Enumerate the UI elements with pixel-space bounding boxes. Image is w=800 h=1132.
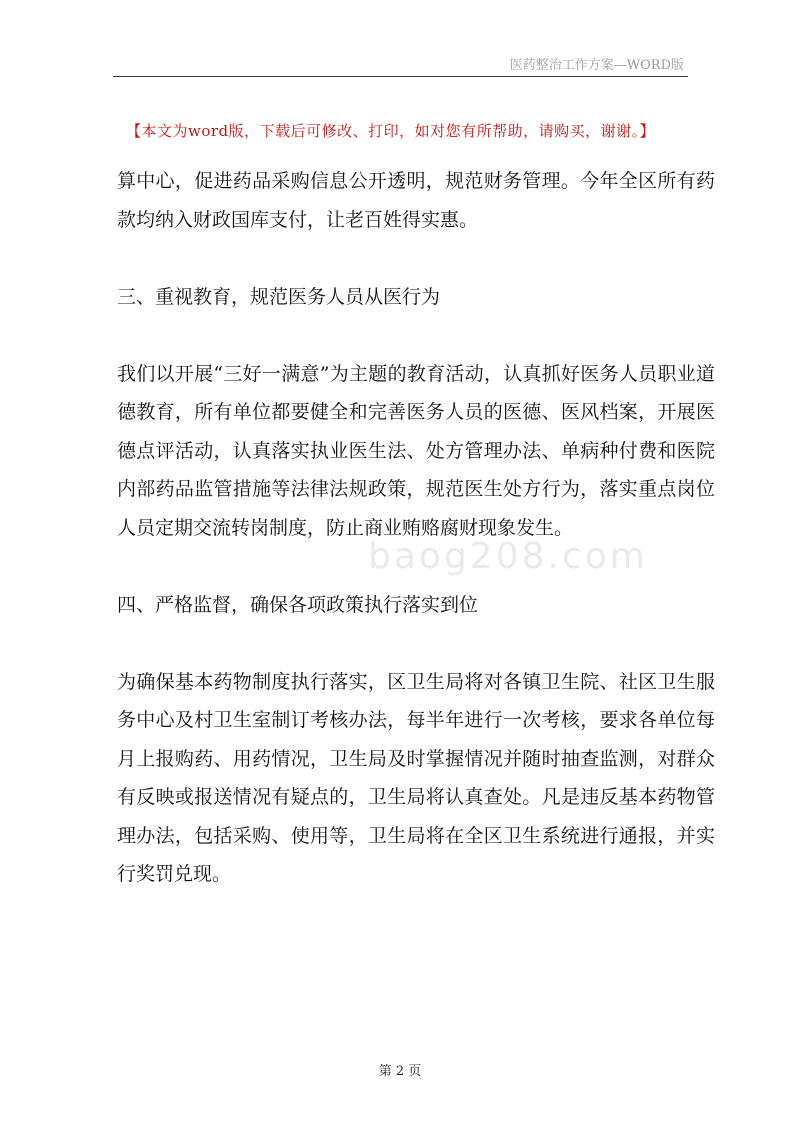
section-heading: 四、严格监督，确保各项政策执行落实到位 — [117, 593, 479, 616]
page-header — [113, 50, 688, 77]
download-notice: 【本文为word版，下载后可修改、打印，如对您有所帮助，请购买，谢谢。】 — [126, 122, 656, 140]
body-paragraph: 我们以开展“三好一满意”为主题的教育活动，认真抓好医务人员职业道德教育，所有单位都要健全和完善医务人员的医德、医风档案，开展医德点评活动，认真落实执业医生法、处方管理办法、单病种付费和医院内部药品监管措施等法律法规政策，规范医生处方行为，落实重点岗位人员定期交流转岗制度，防止商业贿赂腐财现象发生。 — [117, 362, 715, 539]
body-paragraph: 为确保基本药物制度执行落实，区卫生局将对各镇卫生院、社区卫生服务中心及村卫生室制订考核办法，每半年进行一次考核，要求各单位每月上报购药、用药情况，卫生局及时掌握情况并随时抽查监测，对群众有反映或报送情况有疑点的，卫生局将认真查处。凡是违反基本药物管理办法，包括采购、使用等，卫生局将在全区卫生系统进行通报，并实行奖罚兑现。 — [117, 670, 715, 885]
document-title: 医药整治工作方案—WORD版 — [509, 58, 684, 73]
watermark: baog208.com — [368, 536, 648, 577]
section-heading: 三、重视教育，规范医务人员从医行为 — [117, 285, 441, 308]
page-footer — [0, 1060, 800, 1079]
document-body — [117, 162, 715, 894]
page-number: 第 2 页 — [378, 1064, 422, 1079]
body-paragraph: 算中心，促进药品采购信息公开透明，规范财务管理。今年全区所有药款均纳入财政国库支付，让老百姓得实惠。 — [117, 170, 715, 231]
